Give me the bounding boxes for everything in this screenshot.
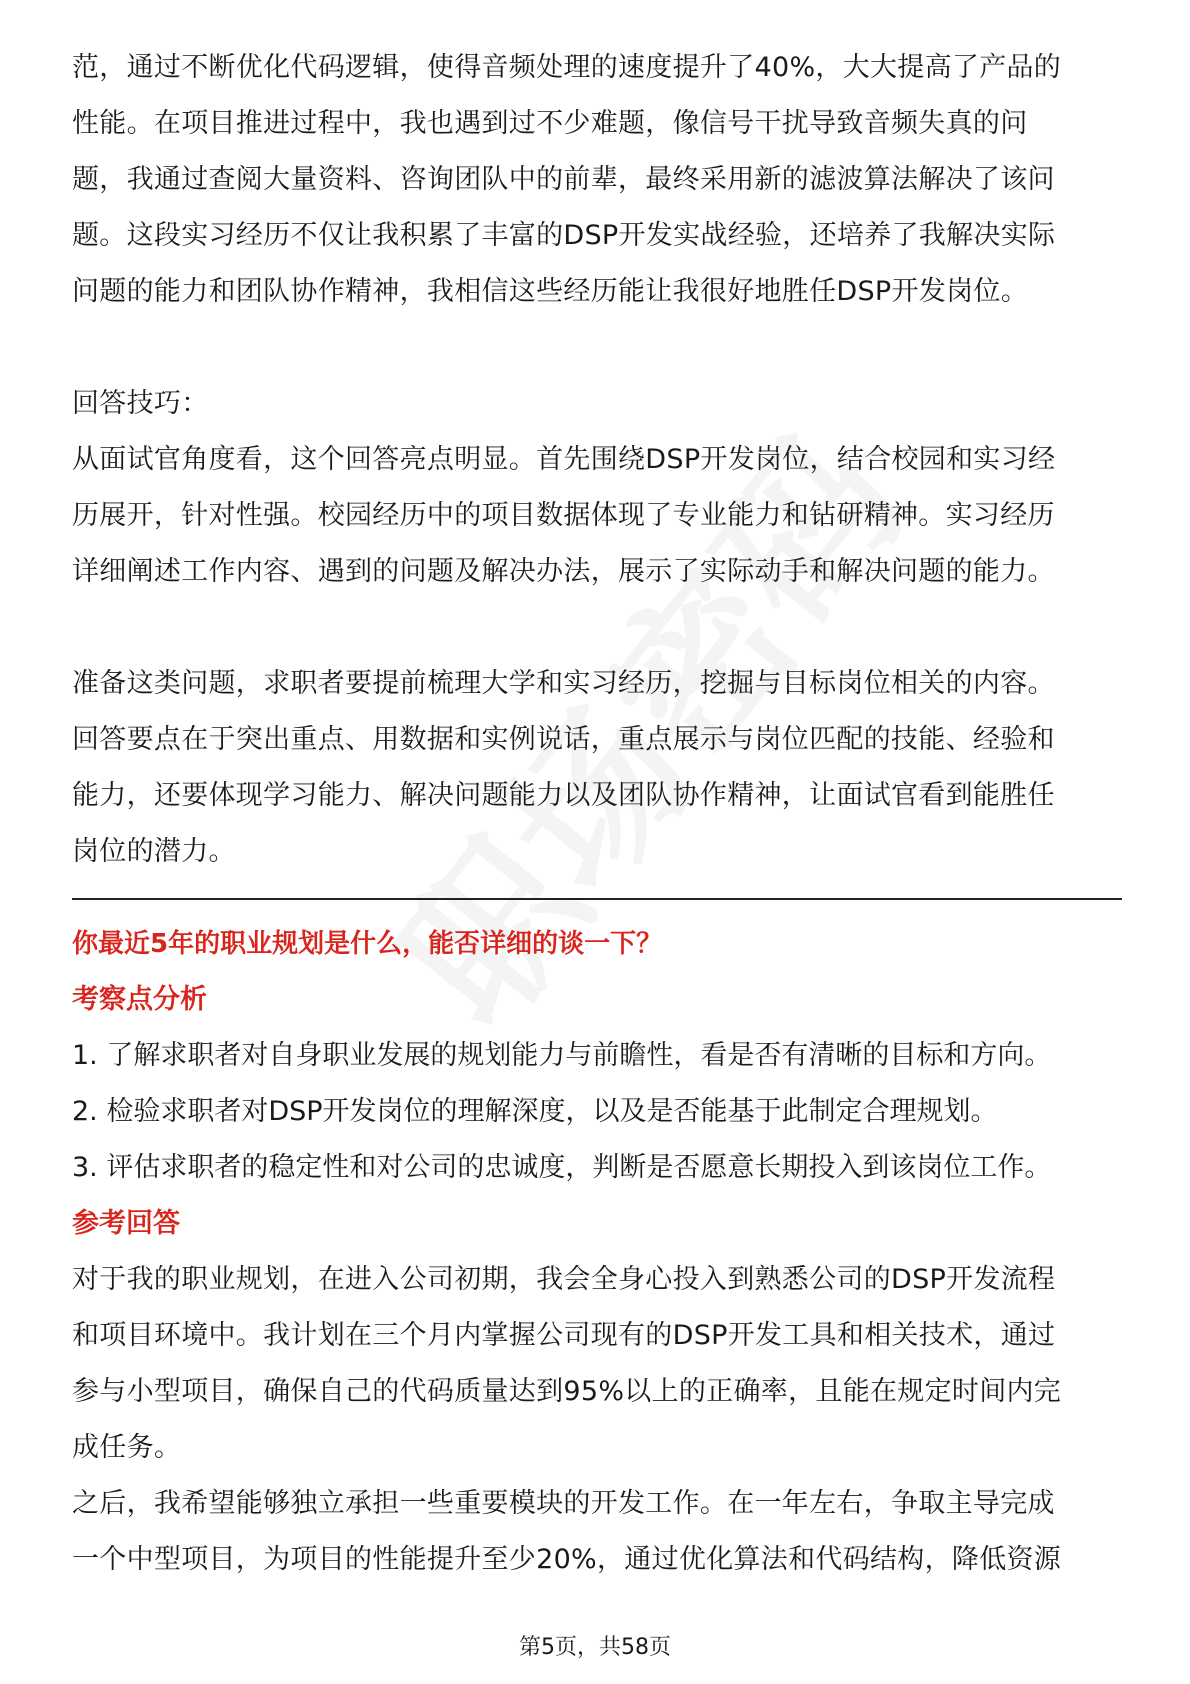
text-line: 题，我通过查阅大量资料、咨询团队中的前辈，最终采用新的滤波算法解决了该问	[72, 164, 1055, 195]
spacer	[72, 320, 1122, 376]
text-line: 问题的能力和团队协作精神，我相信这些经历能让我很好地胜任DSP开发岗位。	[72, 276, 1029, 307]
text-line: 成任务。	[72, 1432, 182, 1463]
text-line: 和项目环境中。我计划在三个月内掌握公司现有的DSP开发工具和相关技术，通过	[72, 1320, 1056, 1351]
analysis-title: 考察点分析	[72, 984, 207, 1015]
top-paragraph	[72, 40, 1122, 320]
text-line: 能力，还要体现学习能力、解决问题能力以及团队协作精神，让面试官看到能胜任	[72, 780, 1055, 811]
text-line: 参与小型项目，确保自己的代码质量达到95%以上的正确率，且能在规定时间内完	[72, 1376, 1062, 1407]
text-line: 题。这段实习经历不仅让我积累了丰富的DSP开发实战经验，还培养了我解决实际	[72, 220, 1056, 251]
analysis-item: 2. 检验求职者对DSP开发岗位的理解深度，以及是否能基于此制定合理规划。	[72, 1096, 998, 1127]
text-line: 从面试官角度看，这个回答亮点明显。首先围绕DSP开发岗位，结合校园和实习经	[72, 444, 1056, 475]
spacer	[72, 600, 1122, 656]
page-content	[72, 40, 1122, 1588]
tips-paragraph-2	[72, 656, 1122, 880]
tips-section	[72, 376, 1122, 600]
text-line: 岗位的潜力。	[72, 836, 236, 867]
text-line: 一个中型项目，为项目的性能提升至少20%，通过优化算法和代码结构，降低资源	[72, 1544, 1062, 1575]
analysis-item: 1. 了解求职者对自身职业发展的规划能力与前瞻性，看是否有清晰的目标和方向。	[72, 1040, 1052, 1071]
reference-paragraph-2	[72, 1476, 1122, 1588]
text-line: 之后，我希望能够独立承担一些重要模块的开发工作。在一年左右，争取主导完成	[72, 1488, 1055, 1519]
analysis-item: 3. 评估求职者的稳定性和对公司的忠诚度，判断是否愿意长期投入到该岗位工作。	[72, 1152, 1052, 1183]
text-line: 对于我的职业规划，在进入公司初期，我会全身心投入到熟悉公司的DSP开发流程	[72, 1264, 1056, 1295]
text-line: 历展开，针对性强。校园经历中的项目数据体现了专业能力和钻研精神。实习经历	[72, 500, 1055, 531]
text-line: 详细阐述工作内容、遇到的问题及解决办法，展示了实际动手和解决问题的能力。	[72, 556, 1055, 587]
text-line: 回答要点在于突出重点、用数据和实例说话，重点展示与岗位匹配的技能、经验和	[72, 724, 1055, 755]
text-line: 范，通过不断优化代码逻辑，使得音频处理的速度提升了40%，大大提高了产品的	[72, 52, 1062, 83]
text-line: 准备这类问题，求职者要提前梳理大学和实习经历，挖掘与目标岗位相关的内容。	[72, 668, 1055, 699]
reference-paragraph-1	[72, 1252, 1122, 1476]
text-line: 性能。在项目推进过程中，我也遇到过不少难题，像信号干扰导致音频失真的问	[72, 108, 1028, 139]
section-divider	[72, 898, 1122, 900]
tips-heading: 回答技巧：	[72, 388, 209, 419]
page-number-footer: 第5页，共58页	[519, 1635, 671, 1660]
question-heading: 你最近5年的职业规划是什么，能否详细的谈一下？	[72, 929, 663, 959]
reference-title: 参考回答	[72, 1208, 180, 1239]
